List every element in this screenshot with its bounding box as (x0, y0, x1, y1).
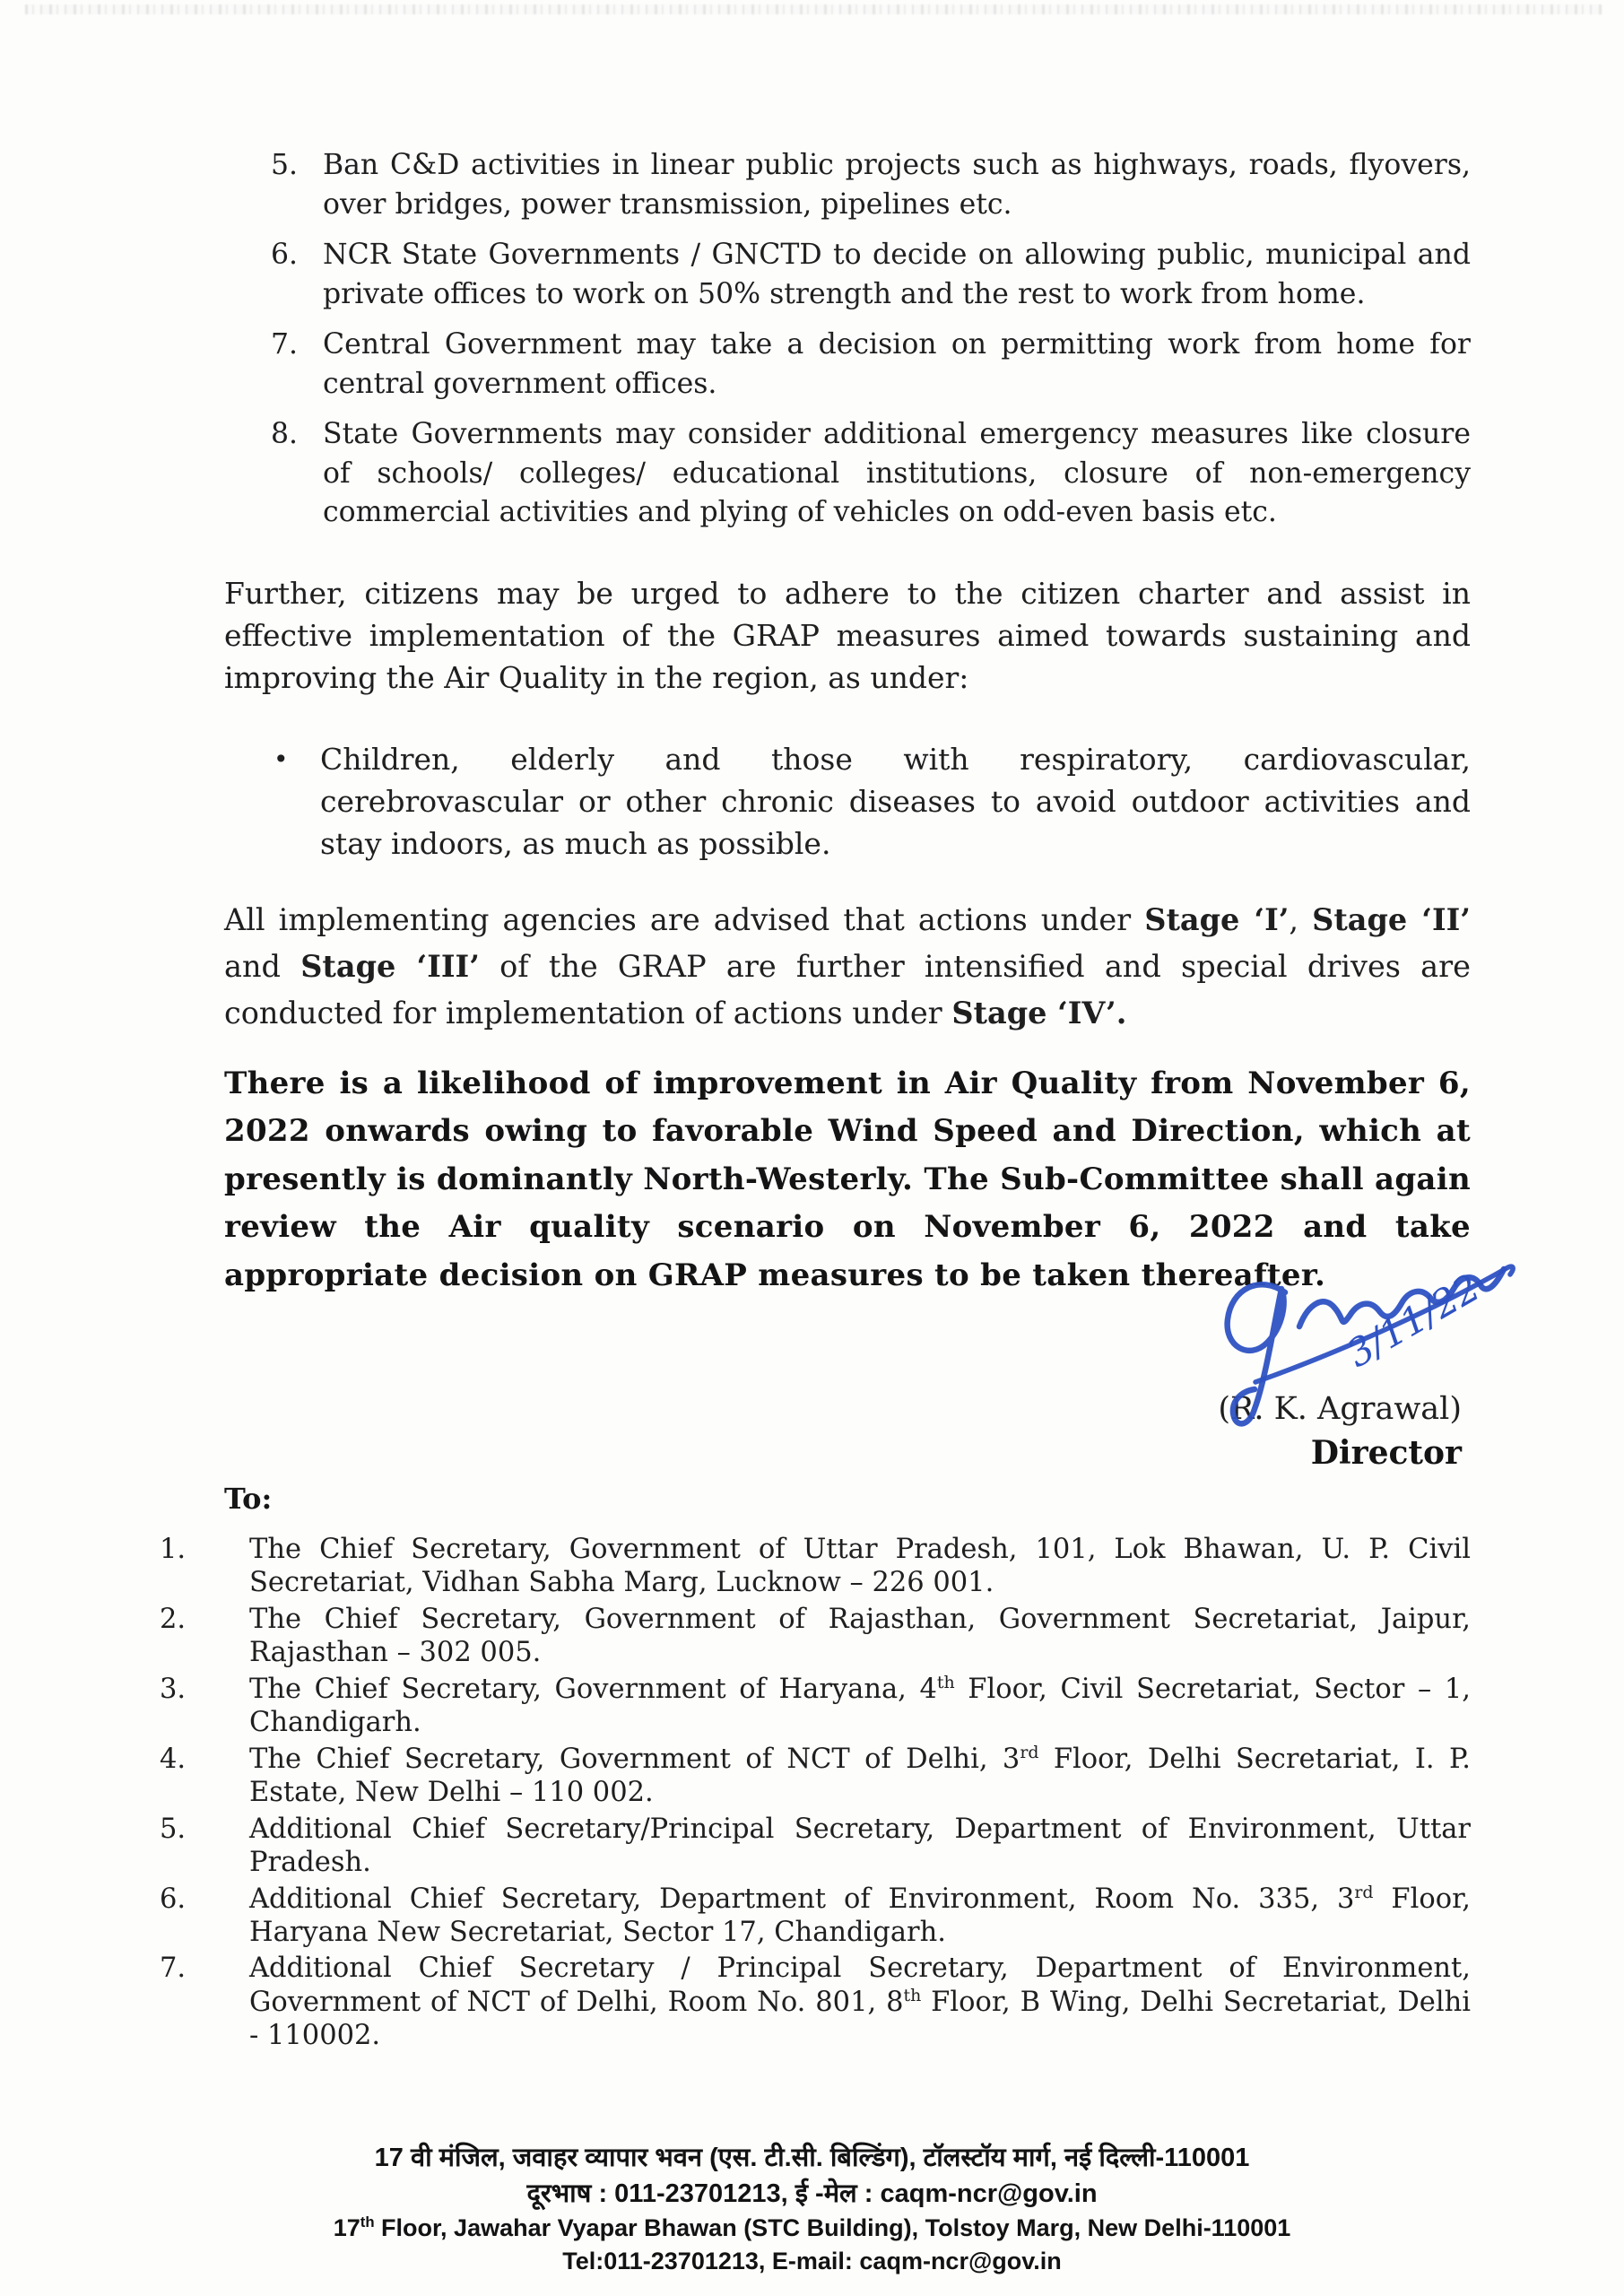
list-item (160, 1882, 1471, 1949)
list-text: Ban C&D activities in linear public projects such as highways, roads, flyovers, over bridges, power transmission, pipelines etc. (323, 149, 1471, 221)
list-number: 7. (160, 1952, 187, 1985)
text-segment: Floor, Civil Secretariat, Sector – 1, Chandigarh. (249, 1673, 1471, 1739)
ordinal-suffix: th (360, 2213, 375, 2231)
list-item (160, 1603, 1471, 1669)
list-item (160, 1533, 1471, 1599)
list-text (249, 1883, 1471, 1949)
footer-contact-english: Tel:011-23701213, E-mail: caqm-ncr@gov.in (562, 2248, 1062, 2274)
text-segment: Additional Chief Secretary, Department of Environment, Room No. 335, 3 (249, 1883, 1355, 1915)
footer-contact-hindi: दूरभाष : 011-23701213, ई -मेल : caqm-ncr@gov.in (526, 2179, 1098, 2208)
list-text (249, 1743, 1471, 1809)
text-segment: The Chief Secretary, Government of NCT of Delhi, 3 (249, 1743, 1020, 1775)
list-item (160, 1672, 1471, 1739)
letter-body (160, 146, 1488, 2056)
ordinal-suffix: th (936, 1672, 955, 1692)
list-number: 5. (271, 149, 299, 181)
list-text: State Governments may consider additional emergency measures like closure of schools/ colleges/ educational institutions, closure of non-emergency commercial activities and plying of vehicles on odd-even basis etc. (323, 418, 1471, 528)
text-segment: Floor, Delhi Secretariat, I. P. Estate, New Delhi – 110 002. (249, 1743, 1471, 1808)
signatory-title: Director (1310, 1434, 1462, 1472)
list-text (249, 1952, 1471, 2052)
text-segment: of the GRAP are further intensified and special drives are conducted for implementation of actions under (224, 948, 1471, 1031)
list-item (271, 146, 1471, 224)
list-item (160, 1952, 1471, 2052)
bullet-text: Children, elderly and those with respiratory, cardiovascular, cerebrovascular or other chronic diseases to avoid outdoor activities and stay indoors, as much as possible. (320, 741, 1471, 861)
text-segment: 17 (333, 2214, 360, 2241)
text-segment-bold: Stage ‘I’ (1144, 901, 1290, 937)
footer-address-english (0, 2212, 1624, 2245)
text-segment: Floor, Haryana New Secretariat, Sector 17, Chandigarh. (249, 1883, 1471, 1948)
list-item (160, 1813, 1471, 1879)
list-number: 3. (160, 1673, 187, 1705)
text-segment: and (224, 948, 301, 984)
text-segment: All implementing agencies are advised that actions under (224, 901, 1145, 937)
list-number: 4. (160, 1743, 187, 1775)
text-segment: Additional Chief Secretary/Principal Secretary, Department of Environment, Uttar Pradesh. (249, 1813, 1471, 1878)
ordinal-suffix: rd (1020, 1742, 1039, 1762)
paragraph-citizen-charter: Further, citizens may be urged to adhere to the citizen charter and assist in effective implementation of the GRAP measures aimed towards sustaining and improving the Air Quality in the region, as under: (224, 575, 1471, 695)
text-segment-bold: Stage ‘II’ (1312, 901, 1471, 937)
signature-block (224, 1265, 1488, 1472)
text-segment: The Chief Secretary, Government of Rajasthan, Government Secretariat, Jaipur, Rajasthan – 302 005. (249, 1603, 1471, 1669)
list-number: 7. (271, 328, 299, 361)
letterhead-footer (0, 2140, 1624, 2278)
ordinal-suffix: th (903, 1985, 922, 2005)
list-text: NCR State Governments / GNCTD to decide on allowing public, municipal and private offices to work on 50% strength and the rest to work from home. (323, 239, 1471, 310)
list-item (271, 415, 1471, 533)
list-number: 6. (271, 239, 299, 271)
list-number: 8. (271, 418, 299, 450)
scan-artifact-strip (25, 4, 1602, 14)
footer-address-hindi: 17 वी मंजिल, जवाहर व्यापार भवन (एस. टी.सी. बिल्डिंग), टॉलस्टॉय मार्ग, नई दिल्ली-110001 (374, 2144, 1250, 2172)
list-item (160, 1742, 1471, 1809)
list-number: 1. (160, 1534, 187, 1565)
text-segment: The Chief Secretary, Government of Uttar Pradesh, 101, Lok Bhawan, U. P. Civil Secretariat, Vidhan Sabha Marg, Lucknow – 226 001. (249, 1534, 1471, 1599)
signature-date: 3/11/22 (1339, 1265, 1488, 1377)
list-number: 2. (160, 1603, 187, 1635)
signatory-name: (R. K. Agrawal) (1218, 1391, 1462, 1427)
list-number: 5. (160, 1813, 187, 1845)
text-segment: Floor, Jawahar Vyapar Bhawan (STC Building), Tolstoy Marg, New Delhi-110001 (374, 2214, 1291, 2241)
list-text: Central Government may take a decision on permitting work from home for central government offices. (323, 328, 1471, 400)
paragraph-likelihood: There is a likelihood of improvement in Air Quality from November 6, 2022 onwards owing to favorable Wind Speed and Direction, which at presently is dominantly North-Westerly. The Sub-Committee shall again review the Air quality scenario on November 6, 2022 and take appropriate decision on GRAP measures to be taken thereafter. (224, 1065, 1471, 1293)
bullet-item (274, 738, 1471, 865)
text-segment-bold: Stage ‘IV’. (951, 995, 1127, 1031)
paragraph-stages (224, 897, 1471, 1037)
recipient-list (160, 1533, 1471, 2052)
list-item (271, 326, 1471, 404)
text-segment: , (1289, 901, 1313, 937)
text-segment: The Chief Secretary, Government of Haryana, 4 (249, 1673, 937, 1705)
bullet-icon: • (274, 744, 289, 774)
to-label: To: (224, 1482, 273, 1516)
list-text (249, 1813, 1471, 1879)
list-text (249, 1533, 1471, 1599)
measures-list (271, 146, 1471, 533)
text-segment-bold: Stage ‘III’ (300, 948, 480, 984)
signature-scribble (1107, 1237, 1520, 1470)
list-item (271, 236, 1471, 314)
text-segment: Floor, B Wing, Delhi Secretariat, Delhi - 110002. (249, 1986, 1471, 2051)
list-text (249, 1673, 1471, 1739)
list-text (249, 1603, 1471, 1669)
ordinal-suffix: rd (1354, 1882, 1374, 1902)
list-number: 6. (160, 1883, 187, 1915)
text-segment: Additional Chief Secretary / Principal Secretary, Department of Environment, Government of NCT of Delhi, Room No. 801, 8 (249, 1952, 1471, 2018)
